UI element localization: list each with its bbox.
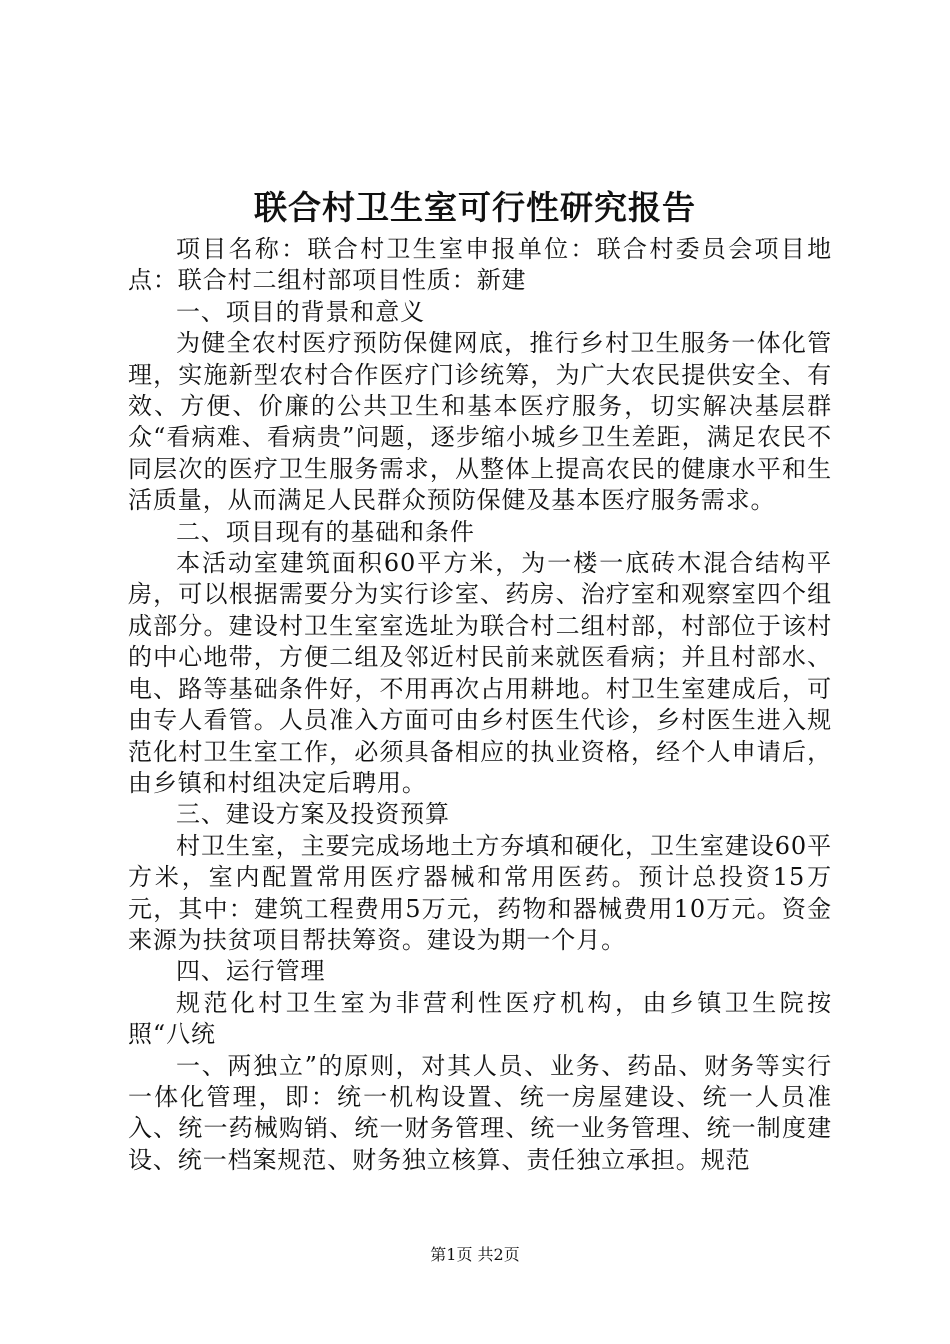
section-heading-budget: 三、建设方案及投资预算 [176, 800, 450, 829]
management-detail-paragraph: 一、两独立”的原则，对其人员、业务、药品、财务等实行一体化管理，即：统一机构设置、统一房屋建设、统一人员准入、统一药械购销、统一财务管理、统一业务管理、统一制度建设、统一档案规范、财务独立核算、责任独立承担。规范 [128, 1051, 832, 1174]
page-number-footer: 第1页 共2页 [430, 1245, 520, 1264]
foundation-paragraph: 本活动室建筑面积60平方米，为一楼一底砖木混合结构平房，可以根据需要分为实行诊室、药房、治疗室和观察室四个组成部分。建设村卫生室室选址为联合村二组村部，村部位于该村的中心地带，方便二组及邻近村民前来就医看病；并且村部水、电、路等基础条件好，不用再次占用耕地。村卫生室建成后，可由专人看管。人员准入方面可由乡村医生代诊，乡村医生进入规范化村卫生室工作，必须具备相应的执业资格，经个人申请后，由乡镇和村组决定后聘用。 [128, 549, 832, 797]
management-paragraph: 规范化村卫生室为非营利性医疗机构，由乡镇卫生院按照“八统 [128, 988, 832, 1049]
section-heading-foundation: 二、项目现有的基础和条件 [176, 517, 475, 546]
background-paragraph: 为健全农村医疗预防保健网底，推行乡村卫生服务一体化管理，实施新型农村合作医疗门诊统筹，为广大农民提供安全、有效、方便、价廉的公共卫生和基本医疗服务，切实解决基层群众“看病难、看病贵”问题，逐步缩小城乡卫生差距，满足农民不同层次的医疗卫生服务需求，从整体上提高农民的健康水平和生活质量，从而满足人民群众预防保健及基本医疗服务需求。 [128, 329, 832, 515]
section-heading-management: 四、运行管理 [176, 957, 326, 986]
document-body [128, 234, 832, 1176]
section-heading-background: 一、项目的背景和意义 [176, 297, 425, 326]
document-title: 联合村卫生室可行性研究报告 [254, 188, 696, 227]
project-info-paragraph: 项目名称：联合村卫生室申报单位：联合村委员会项目地点：联合村二组村部项目性质：新建 [128, 235, 832, 295]
budget-paragraph: 村卫生室，主要完成场地土方夯填和硬化，卫生室建设60平方米，室内配置常用医疗器械和常用医药。预计总投资15万元，其中：建筑工程费用5万元，药物和器械费用10万元。资金来源为扶贫项目帮扶筹资。建设为期一个月。 [128, 831, 832, 954]
